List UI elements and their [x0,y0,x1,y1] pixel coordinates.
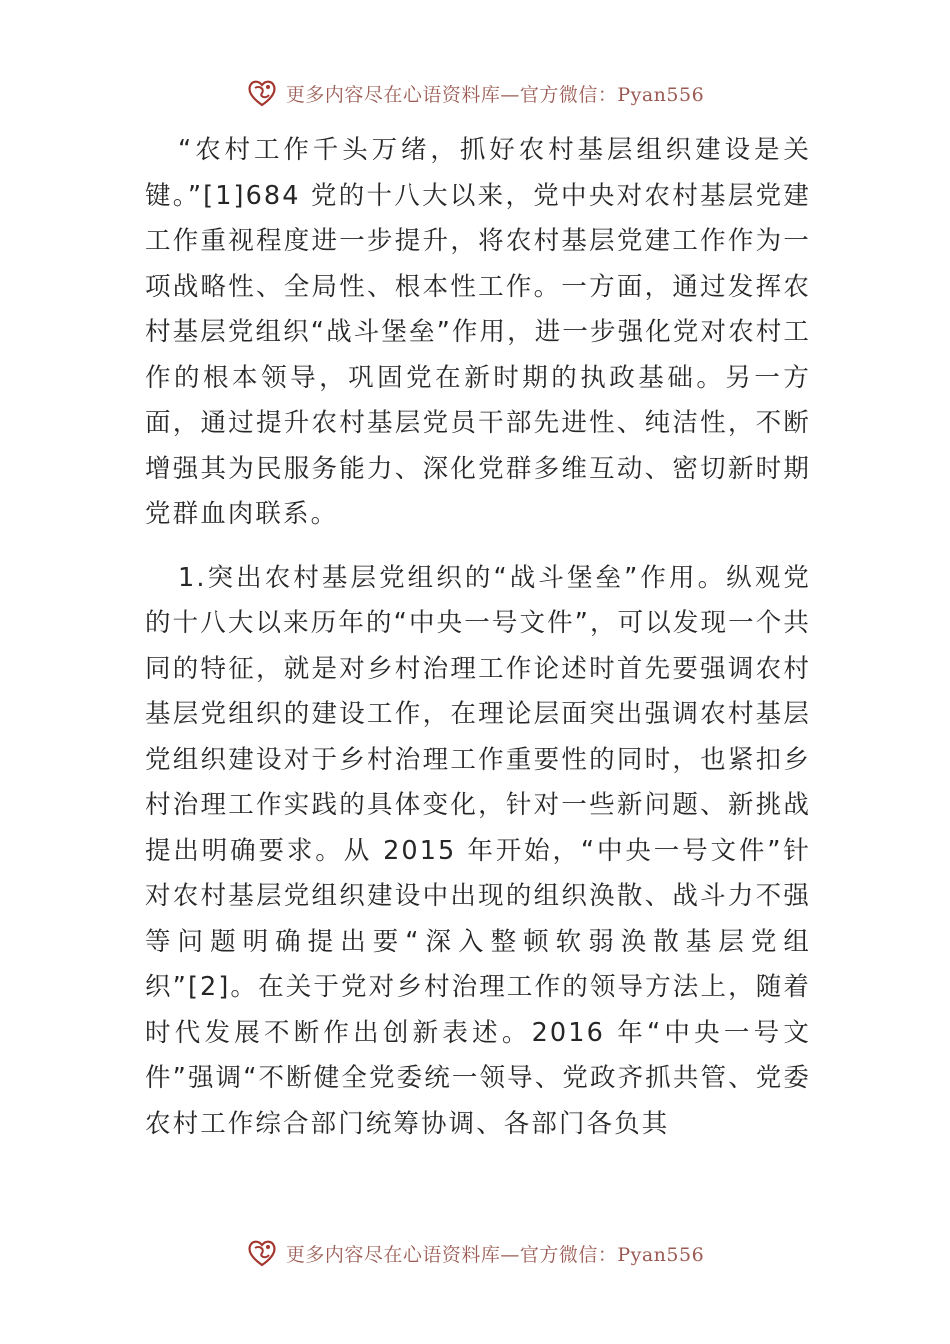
banner-text: 更多内容尽在心语资料库—官方微信：Pyan556 [285,83,705,106]
paragraph-1: “农村工作千头万绪，抓好农村基层组织建设是关键。”[1]684 党的十八大以来，党中央对农村基层党建工作重视程度进一步提升，将农村基层党建工作作为一项战略性、全局性、根本性工作。一方面，通过发挥农村基层党组织“战斗堡垒”作用，进一步强化党对农村工作的根本领导，巩固党在新时期的执政基础。另一方面，通过提升农村基层党员干部先进性、纯洁性，不断增强其为民服务能力、深化党群多维互动、密切新时期党群血肉联系。 [145,135,811,529]
paragraph-2: 1.突出农村基层党组织的“战斗堡垒”作用。纵观党的十八大以来历年的“中央一号文件”，可以发现一个共同的特征，就是对乡村治理工作论述时首先要强调农村基层党组织的建设工作，在理论层面突出强调农村基层党组织建设对于乡村治理工作重要性的同时，也紧扣乡村治理工作实践的具体变化，针对一些新问题、新挑战提出明确要求。从 2015 年开始，“中央一号文件”针对农村基层党组织建设中出现的组织涣散、战斗力不强等问题明确提出要“深入整顿软弱涣散基层党组织”[2]。在关于党对乡村治理工作的领导方法上，随着时代发展不断作出创新表述。2016 年“中央一号文件”强调“不断健全党委统一领导、党政齐抓共管、党委农村工作综合部门统筹协调、各部门各负其 [145,562,811,1139]
heart-swirl-logo-icon [246,1237,278,1269]
document-body [145,128,811,1147]
header-banner [0,70,950,116]
banner-text: 更多内容尽在心语资料库—官方微信：Pyan556 [285,1243,705,1266]
heart-swirl-logo-icon [246,77,278,109]
footer-banner [0,1230,950,1276]
